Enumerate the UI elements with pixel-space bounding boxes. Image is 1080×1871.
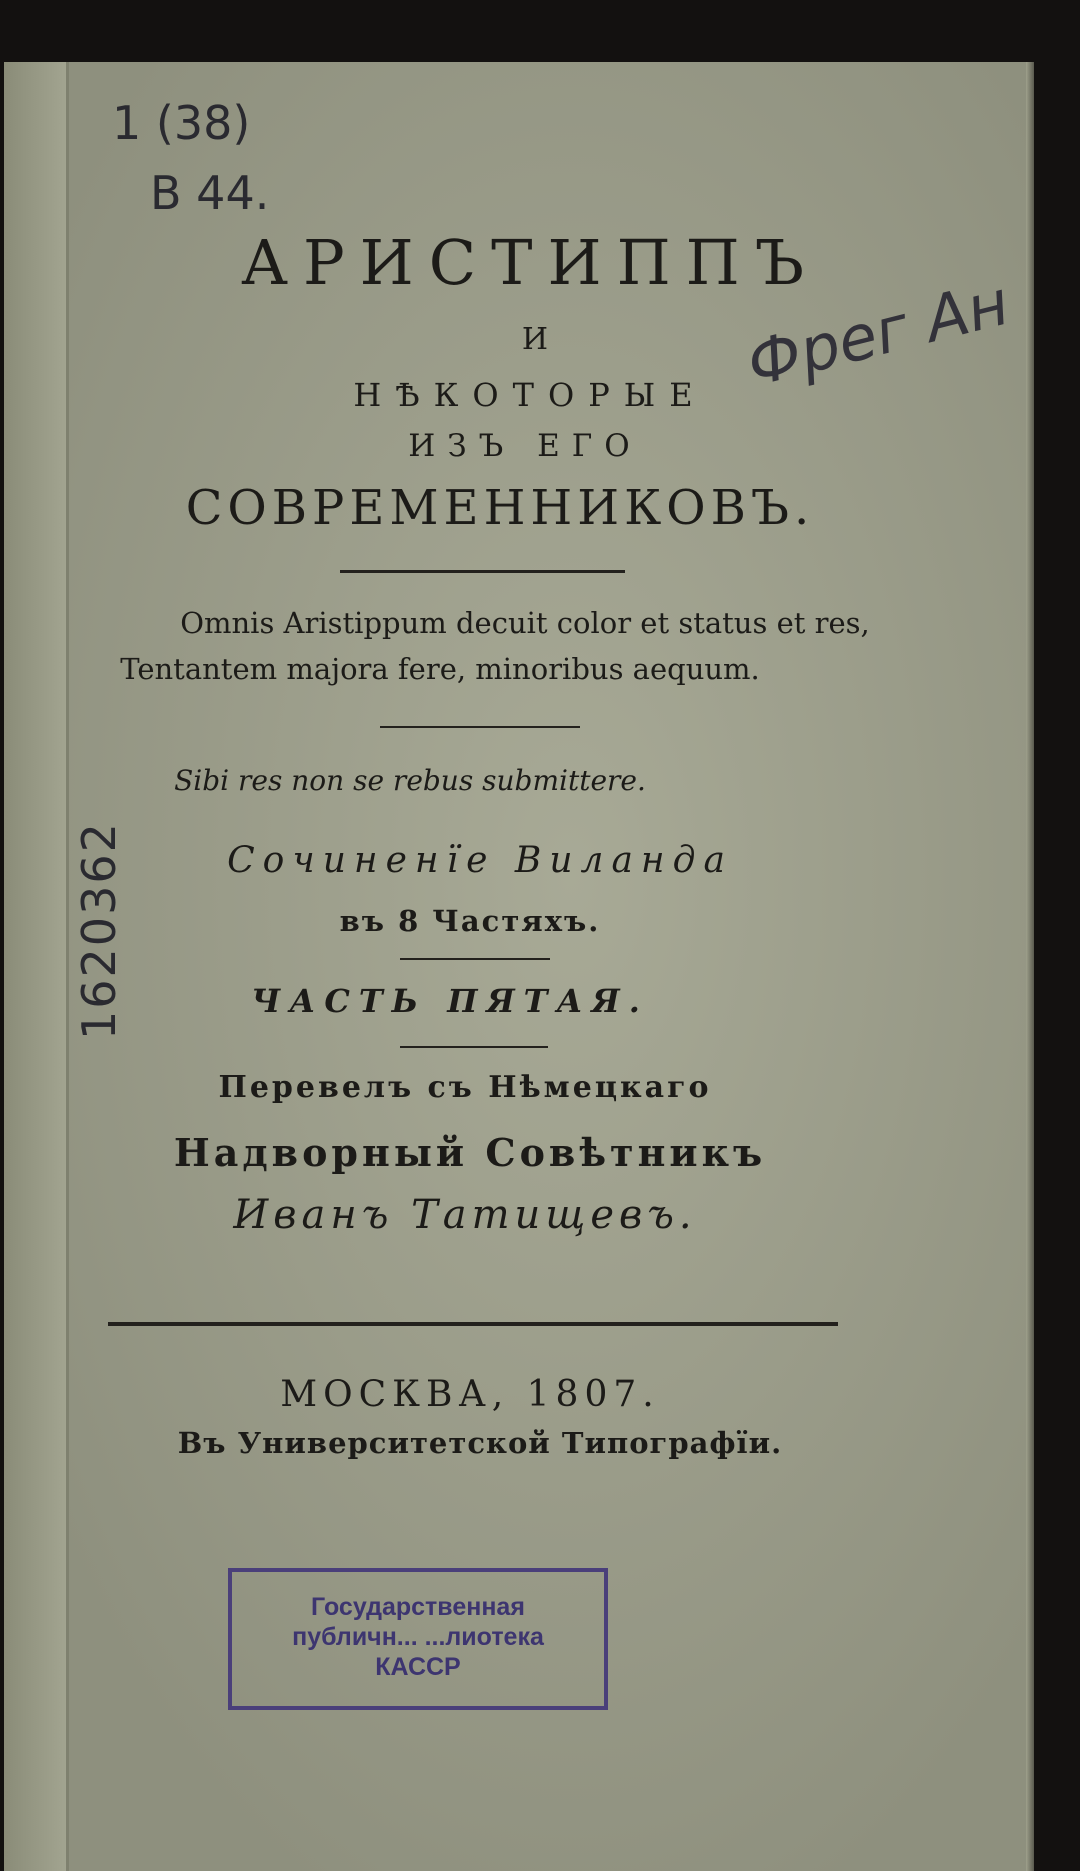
book-title: АРИСТИППЪ [241,226,819,299]
divider-rule [340,570,625,573]
divider-rule [400,1046,548,1048]
translated-by: Перевелъ съ Нѣмецкаго [218,1070,712,1105]
imprint-rule [108,1322,838,1326]
handwritten-inventory-number: 1620362 [72,821,126,1040]
stamp-line-2: публичн... ...лиотека [292,1623,544,1651]
title-line-some: НѢКОТОРЫЕ [353,376,707,414]
author-line: Сочиненїе Виланда [227,840,733,881]
latin-epigraph-line-2: Tentantem majora fere, minoribus aequum. [120,652,760,686]
title-conjunction: И [521,322,549,357]
imprint-city-year: МОСКВА, 1807. [280,1374,660,1415]
latin-epigraph-line-1: Omnis Aristippum decuit color et status et res, [180,606,870,640]
divider-rule [400,958,550,960]
handwritten-margin-note: Фрег Ан [740,265,1016,401]
translator-name: Иванъ Татищевъ. [233,1192,697,1238]
parts-count: въ 8 Частяхъ. [339,904,601,938]
handwritten-shelf-mark: 1 (38) [112,96,251,150]
stamp-line-1: Государственная [311,1593,525,1621]
title-line-of-his: ИЗЪ ЕГО [408,428,642,464]
stamp-line-3: КАССР [375,1653,461,1681]
latin-motto: Sibi res non se rebus submittere. [174,764,646,797]
imprint-printer: Въ Университетской Типографїи. [177,1426,783,1460]
part-label: ЧАСТЬ ПЯТАЯ. [251,982,649,1020]
divider-rule [380,726,580,728]
library-stamp [228,1568,608,1710]
handwritten-shelf-mark-2: В 44. [150,166,270,220]
translator-rank: Надворный Совѣтникъ [173,1130,767,1175]
title-line-contemporaries: СОВРЕМЕННИКОВЪ. [185,480,815,536]
